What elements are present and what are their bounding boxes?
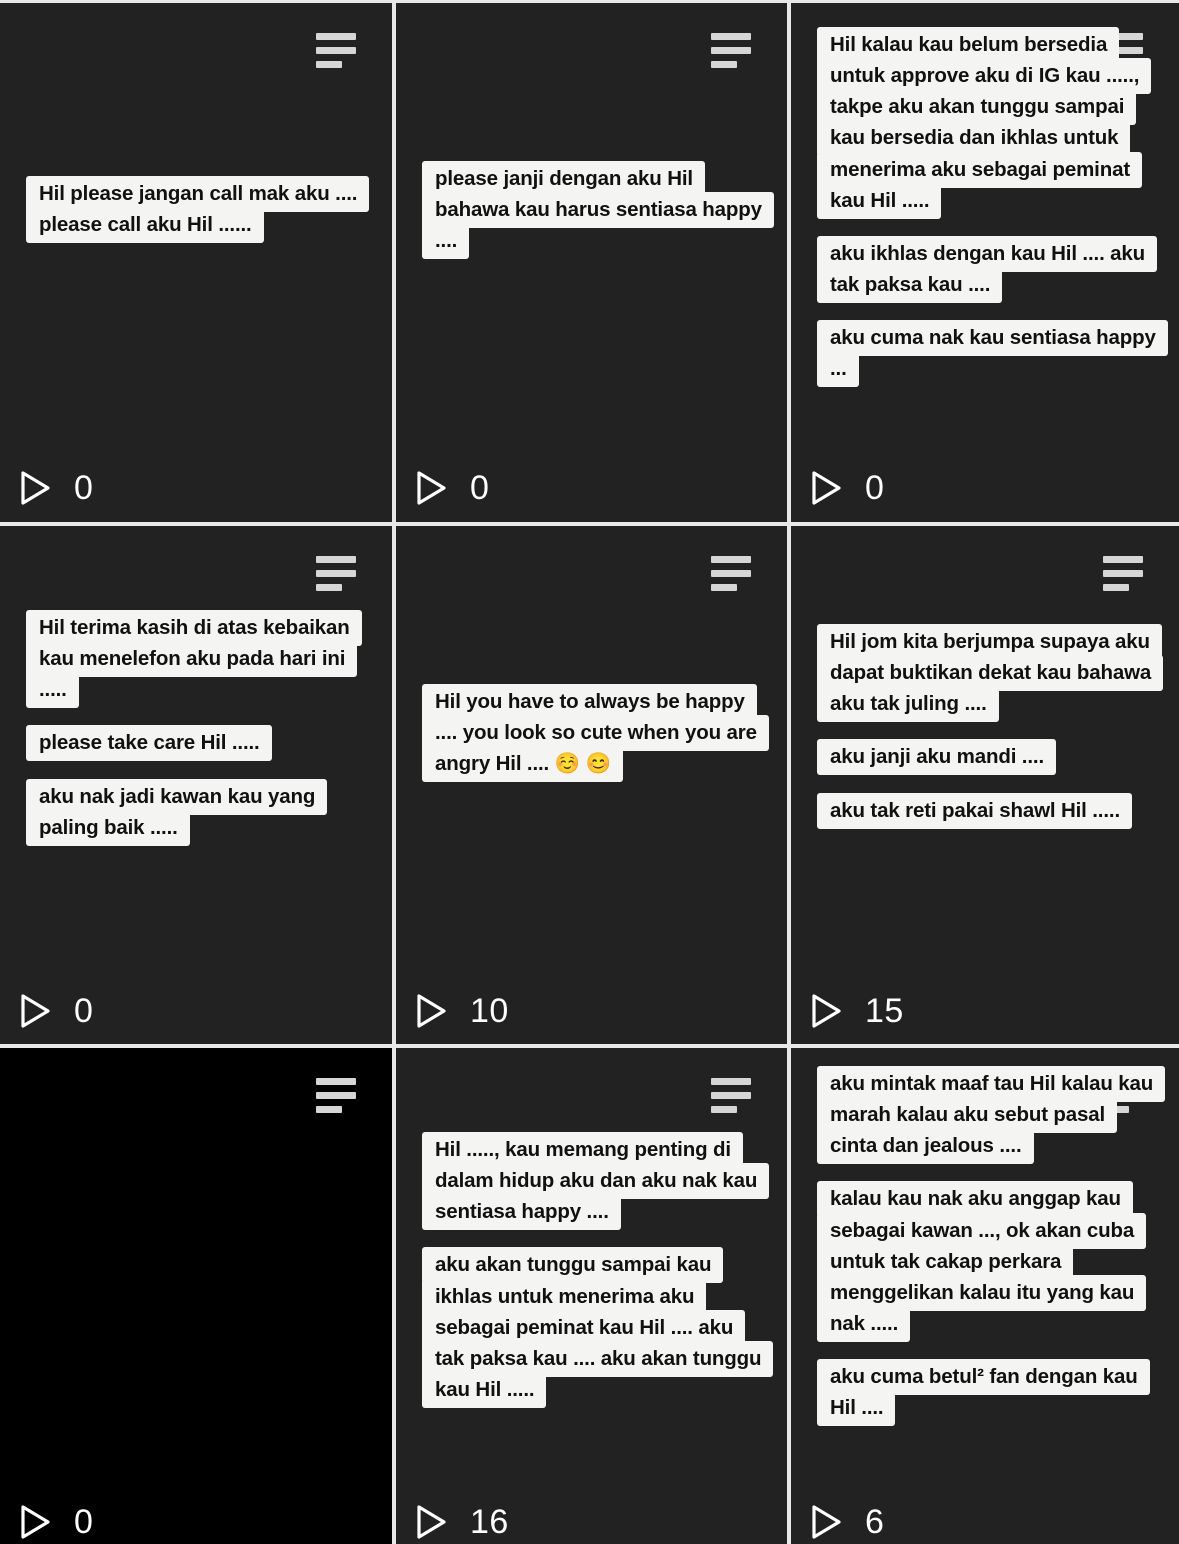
- message-bubble-text: aku nak jadi kawan kau yang paling baik .....: [26, 779, 327, 846]
- play-count-row: [16, 992, 93, 1030]
- hamburger-menu-icon[interactable]: [316, 1078, 356, 1113]
- message-bubble-group: [817, 1068, 1157, 1424]
- message-bubble-text: aku cuma betul² fan dengan kau Hil ....: [817, 1359, 1150, 1426]
- story-cell[interactable]: [791, 3, 1179, 522]
- play-triangle-icon: [16, 469, 54, 507]
- message-bubble-text: kalau kau nak aku anggap kau sebagai kawan ..., ok akan cuba untuk tak cakap perkara menggelikan kalau itu yang kau nak .....: [817, 1181, 1146, 1342]
- play-triangle-icon: [412, 1503, 450, 1541]
- menu-bar: [316, 1092, 356, 1099]
- story-cell[interactable]: [791, 1048, 1179, 1544]
- message-bubble: [26, 781, 370, 843]
- message-bubble-text: please take care Hil .....: [26, 725, 272, 761]
- menu-bar: [316, 1106, 342, 1113]
- message-bubble: [817, 1361, 1157, 1423]
- message-bubble-group: [422, 686, 765, 779]
- message-bubble: [817, 29, 1157, 216]
- message-bubble-text: aku akan tunggu sampai kau ikhlas untuk menerima aku sebagai peminat kau Hil .... aku tak paksa kau .... aku akan tunggu kau Hil .....: [422, 1247, 773, 1408]
- menu-bar: [711, 556, 751, 563]
- play-count-row: [807, 469, 884, 507]
- menu-bar: [1103, 584, 1129, 591]
- message-bubble-group: [422, 1134, 765, 1405]
- menu-bar: [711, 570, 751, 577]
- story-cell[interactable]: [0, 3, 392, 522]
- message-bubble: [817, 626, 1157, 719]
- message-bubble-text: Hil please jangan call mak aku .... please call aku Hil ......: [26, 176, 369, 243]
- play-count-row: [807, 992, 904, 1030]
- play-count-row: [807, 1503, 884, 1541]
- message-bubble-group: [26, 178, 370, 240]
- story-cell[interactable]: [0, 526, 392, 1044]
- menu-bar: [316, 570, 356, 577]
- message-bubble-text: Hil kalau kau belum bersedia untuk approve aku di IG kau ....., takpe aku akan tunggu sampai kau bersedia dan ikhlas untuk menerima aku sebagai peminat kau Hil .....: [817, 27, 1151, 219]
- hamburger-menu-icon[interactable]: [711, 556, 751, 591]
- message-bubble: [817, 322, 1157, 384]
- play-count-value: 0: [74, 1503, 94, 1541]
- menu-bar: [316, 61, 342, 68]
- message-bubble-group: [817, 29, 1157, 385]
- message-bubble: [817, 238, 1157, 300]
- story-cell[interactable]: [791, 526, 1179, 1044]
- message-bubble: [422, 686, 765, 779]
- menu-bar: [1103, 556, 1143, 563]
- play-count-value: 0: [865, 469, 885, 507]
- message-bubble: [817, 795, 1132, 826]
- play-triangle-icon: [16, 992, 54, 1030]
- message-bubble-group: [422, 163, 765, 256]
- hamburger-menu-icon[interactable]: [316, 556, 356, 591]
- play-count-row: [412, 1503, 509, 1541]
- hamburger-menu-icon[interactable]: [1103, 556, 1143, 591]
- play-triangle-icon: [16, 1503, 54, 1541]
- play-triangle-icon: [412, 469, 450, 507]
- play-count-value: 10: [470, 992, 509, 1030]
- story-cell[interactable]: [396, 526, 787, 1044]
- play-count-row: [412, 469, 489, 507]
- hamburger-menu-icon[interactable]: [711, 1078, 751, 1113]
- play-count-value: 0: [470, 469, 490, 507]
- message-bubble-text: aku janji aku mandi ....: [817, 739, 1056, 775]
- message-bubble: [26, 178, 370, 240]
- play-triangle-icon: [807, 1503, 845, 1541]
- message-bubble-group: [26, 612, 370, 843]
- play-count-value: 6: [865, 1503, 885, 1541]
- message-bubble: [422, 1249, 765, 1405]
- play-triangle-icon: [807, 469, 845, 507]
- menu-bar: [316, 33, 356, 40]
- message-bubble-text: aku ikhlas dengan kau Hil .... aku tak paksa kau ....: [817, 236, 1157, 303]
- message-bubble: [817, 1068, 1157, 1161]
- message-bubble-text: Hil ....., kau memang penting di dalam hidup aku dan aku nak kau sentiasa happy ....: [422, 1132, 769, 1230]
- hamburger-menu-icon[interactable]: [711, 33, 751, 68]
- story-cell[interactable]: [396, 3, 787, 522]
- menu-bar: [711, 47, 751, 54]
- menu-bar: [316, 584, 342, 591]
- menu-bar: [711, 33, 751, 40]
- message-bubble: [817, 1183, 1157, 1339]
- menu-bar: [711, 1078, 751, 1085]
- message-bubble-text: aku tak reti pakai shawl Hil .....: [817, 793, 1132, 829]
- menu-bar: [316, 1078, 356, 1085]
- message-bubble-text: Hil terima kasih di atas kebaikan kau menelefon aku pada hari ini .....: [26, 610, 362, 708]
- message-bubble: [26, 612, 370, 705]
- message-bubble: [26, 727, 272, 758]
- menu-bar: [711, 584, 737, 591]
- message-bubble-text: please janji dengan aku Hil bahawa kau harus sentiasa happy ....: [422, 161, 774, 259]
- story-cell[interactable]: [0, 1048, 392, 1544]
- message-bubble-text: aku mintak maaf tau Hil kalau kau marah kalau aku sebut pasal cinta dan jealous ....: [817, 1066, 1165, 1164]
- play-count-value: 0: [74, 992, 94, 1030]
- play-triangle-icon: [412, 992, 450, 1030]
- menu-bar: [711, 1092, 751, 1099]
- play-count-value: 15: [865, 992, 904, 1030]
- play-count-row: [412, 992, 509, 1030]
- message-bubble-text: aku cuma nak kau sentiasa happy ...: [817, 320, 1168, 387]
- hamburger-menu-icon[interactable]: [316, 33, 356, 68]
- menu-bar: [711, 61, 737, 68]
- message-bubble-group: [817, 626, 1157, 826]
- menu-bar: [316, 47, 356, 54]
- menu-bar: [711, 1106, 737, 1113]
- play-triangle-icon: [807, 992, 845, 1030]
- play-count-value: 16: [470, 1503, 509, 1541]
- menu-bar: [316, 556, 356, 563]
- play-count-row: [16, 469, 93, 507]
- play-count-value: 0: [74, 469, 94, 507]
- play-count-row: [16, 1503, 93, 1541]
- message-bubble: [817, 741, 1056, 772]
- message-bubble: [422, 163, 765, 256]
- message-bubble-text: Hil you have to always be happy .... you look so cute when you are angry Hil .... ☺️ 😊: [422, 684, 769, 782]
- message-bubble: [422, 1134, 765, 1227]
- story-cell[interactable]: [396, 1048, 787, 1544]
- menu-bar: [1103, 570, 1143, 577]
- message-bubble-text: Hil jom kita berjumpa supaya aku dapat buktikan dekat kau bahawa aku tak juling ....: [817, 624, 1163, 722]
